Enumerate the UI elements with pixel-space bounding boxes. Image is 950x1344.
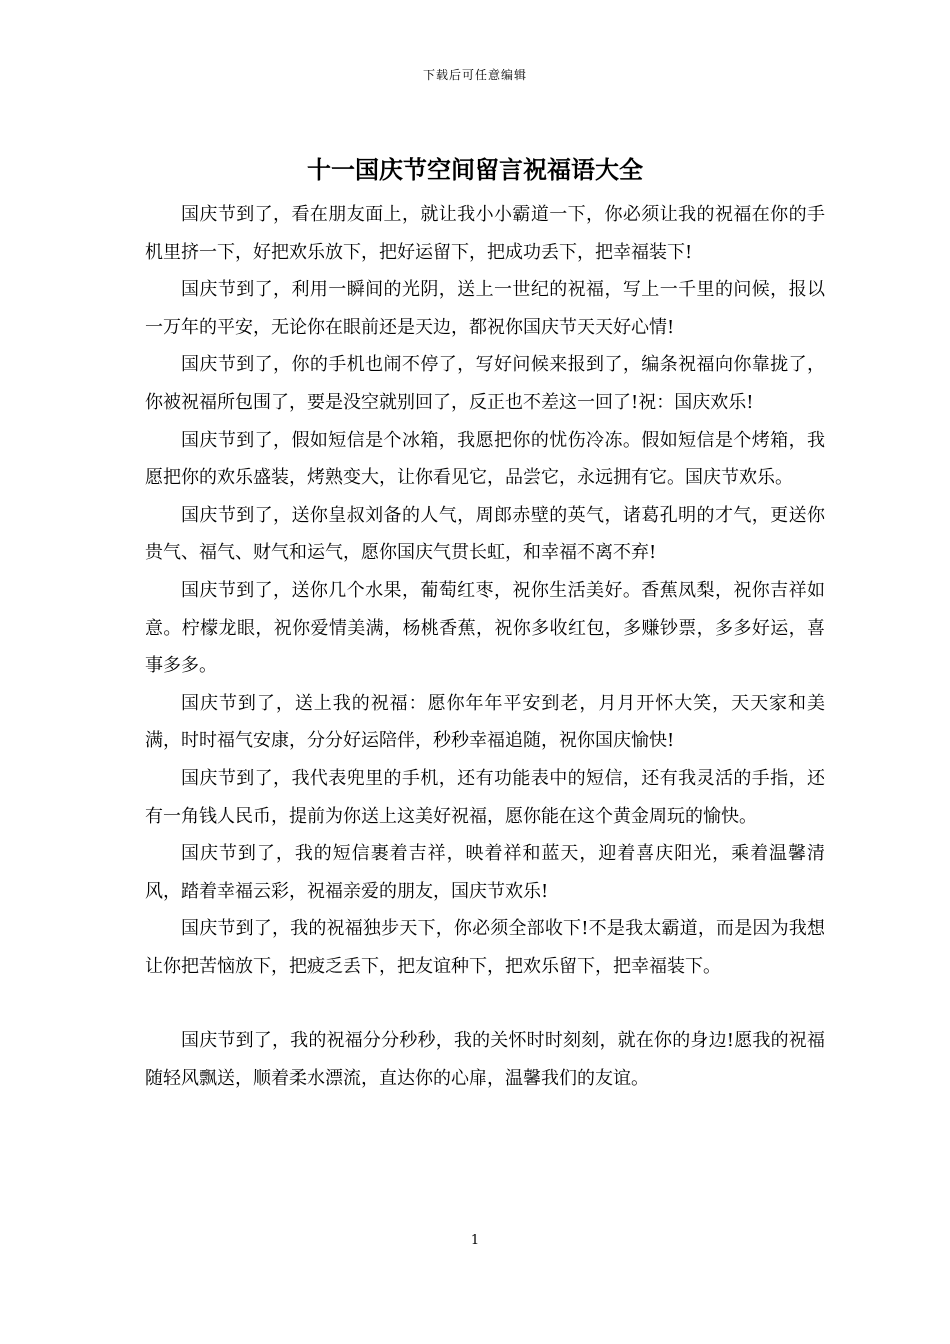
paragraph-5: 国庆节到了，送你皇叔刘备的人气，周郎赤壁的英气，诸葛孔明的才气，更送你贵气、福气、财气和运气，愿你国庆气贯长虹，和幸福不离不弃!	[145, 504, 825, 564]
document-title: 十一国庆节空间留言祝福语大全	[307, 155, 643, 184]
paragraph-2: 国庆节到了，利用一瞬间的光阴，送上一世纪的祝福，写上一千里的问候，报以一万年的平安，无论你在眼前还是天边，都祝你国庆节天天好心情!	[145, 279, 825, 338]
paragraph-1: 国庆节到了，看在朋友面上，就让我小小霸道一下，你必须让我的祝福在你的手机里挤一下，好把欢乐放下，把好运留下，把成功丢下，把幸福装下!	[145, 204, 825, 263]
paragraph-8: 国庆节到了，我代表兜里的手机，还有功能表中的短信，还有我灵活的手指，还有一角钱人民币，提前为你送上这美好祝福，愿你能在这个黄金周玩的愉快。	[145, 767, 825, 827]
header-note: 下载后可任意编辑	[422, 68, 527, 82]
paragraph-9: 国庆节到了，我的短信裹着吉祥，映着祥和蓝天，迎着喜庆阳光，乘着温馨清风，踏着幸福云彩，祝福亲爱的朋友，国庆节欢乐!	[145, 843, 825, 902]
page-number: 1	[470, 1233, 480, 1248]
paragraph-7: 国庆节到了，送上我的祝福：愿你年年平安到老，月月开怀大笑，天天家和美满，时时福气安康，分分好运陪伴，秒秒幸福追随，祝你国庆愉快!	[145, 692, 825, 752]
document-body	[145, 196, 825, 1098]
paragraph-3: 国庆节到了，你的手机也闹不停了，写好问候来报到了，编条祝福向你靠拢了，你被祝福所包围了，要是没空就别回了，反正也不差这一回了!祝：国庆欢乐!	[145, 354, 825, 413]
paragraph-10: 国庆节到了，我的祝福独步天下，你必须全部收下!不是我太霸道，而是因为我想让你把苦恼放下，把疲乏丢下，把友谊种下，把欢乐留下，把幸福装下。	[145, 918, 825, 977]
paragraph-4: 国庆节到了，假如短信是个冰箱，我愿把你的忧伤冷冻。假如短信是个烤箱，我愿把你的欢乐盛装，烤熟变大，让你看见它，品尝它，永远拥有它。国庆节欢乐。	[145, 429, 825, 489]
paragraph-6: 国庆节到了，送你几个水果，葡萄红枣，祝你生活美好。香蕉凤梨，祝你吉祥如意。柠檬龙眼，祝你爱情美满，杨桃香蕉，祝你多收红包，多赚钞票，多多好运，喜事多多。	[145, 579, 825, 677]
paragraph-11: 国庆节到了，我的祝福分分秒秒，我的关怀时时刻刻，就在你的身边!愿我的祝福随轻风飘送，顺着柔水漂流，直达你的心扉，温馨我们的友谊。	[145, 1030, 825, 1090]
